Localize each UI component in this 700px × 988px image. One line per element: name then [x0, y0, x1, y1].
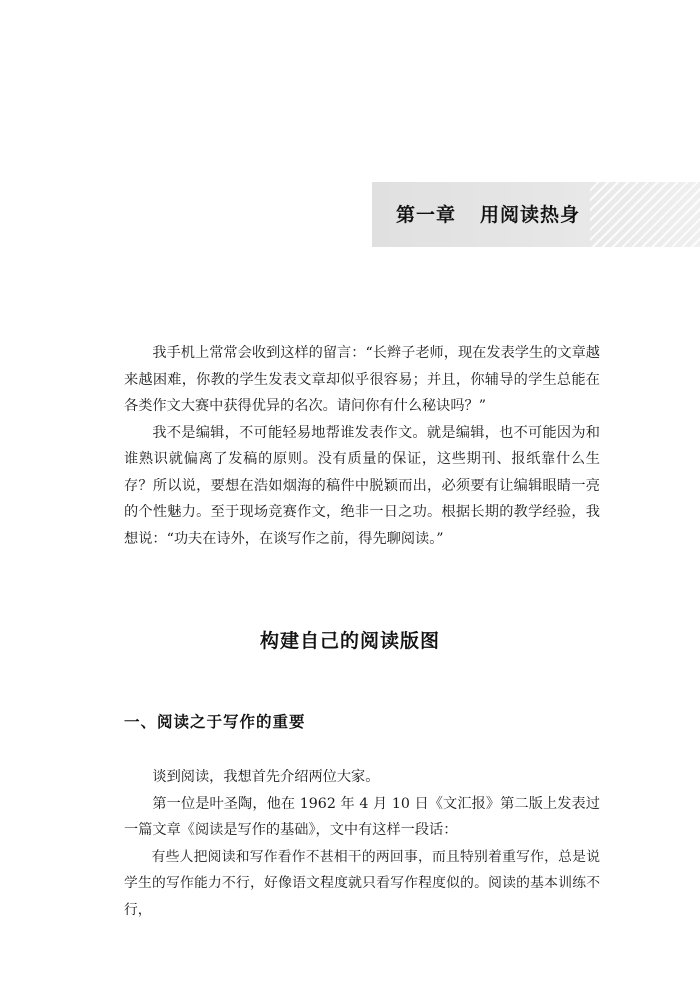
body-paragraph-2: 第一位是叶圣陶，他在 1962 年 4 月 10 日《文汇报》第二版上发表过一篇文章《阅读是写作的基础》，文中有这样一段话：: [124, 795, 600, 838]
intro-paragraph-2: 我不是编辑，不可能轻易地帮谁发表作文。就是编辑，也不可能因为和谁熟识就偏离了发稿的原则。没有质量的保证，这些期刊、报纸靠什么生存？所以说，要想在浩如烟海的稿件中脱颖而出，必须要有让编辑眼睛一亮的个性魅力。至于现场竞赛作文，绝非一日之功。根据长期的教学经验，我想说：“功夫在诗外，在谈写作之前，得先聊阅读。”: [124, 424, 600, 547]
subsection-title: 一、阅读之于写作的重要: [124, 713, 306, 731]
banner-stripe-decoration: [590, 182, 700, 247]
chapter-banner: [372, 182, 700, 247]
quote-paragraph: 有些人把阅读和写作看作不甚相干的两回事，而且特别着重写作，总是说学生的写作能力不行，好像语文程度就只看写作程度似的。阅读的基本训练不行，: [124, 848, 600, 918]
body-paragraph-1: 谈到阅读，我想首先介绍两位大家。: [152, 769, 380, 785]
section-title: 构建自己的阅读版图: [259, 630, 440, 652]
chapter-heading: [396, 200, 580, 227]
intro-text: [124, 340, 600, 552]
intro-paragraph-1: 我手机上常常会收到这样的留言：“长辫子老师，现在发表学生的文章越来越困难，你教的学生发表文章却似乎很容易；并且，你辅导的学生总能在各类作文大赛中获得优异的名次。请问你有什么秘诀吗？”: [124, 345, 600, 414]
body-text: [124, 764, 600, 923]
chapter-label: 第一章: [396, 204, 457, 226]
chapter-title: 用阅读热身: [480, 204, 581, 226]
